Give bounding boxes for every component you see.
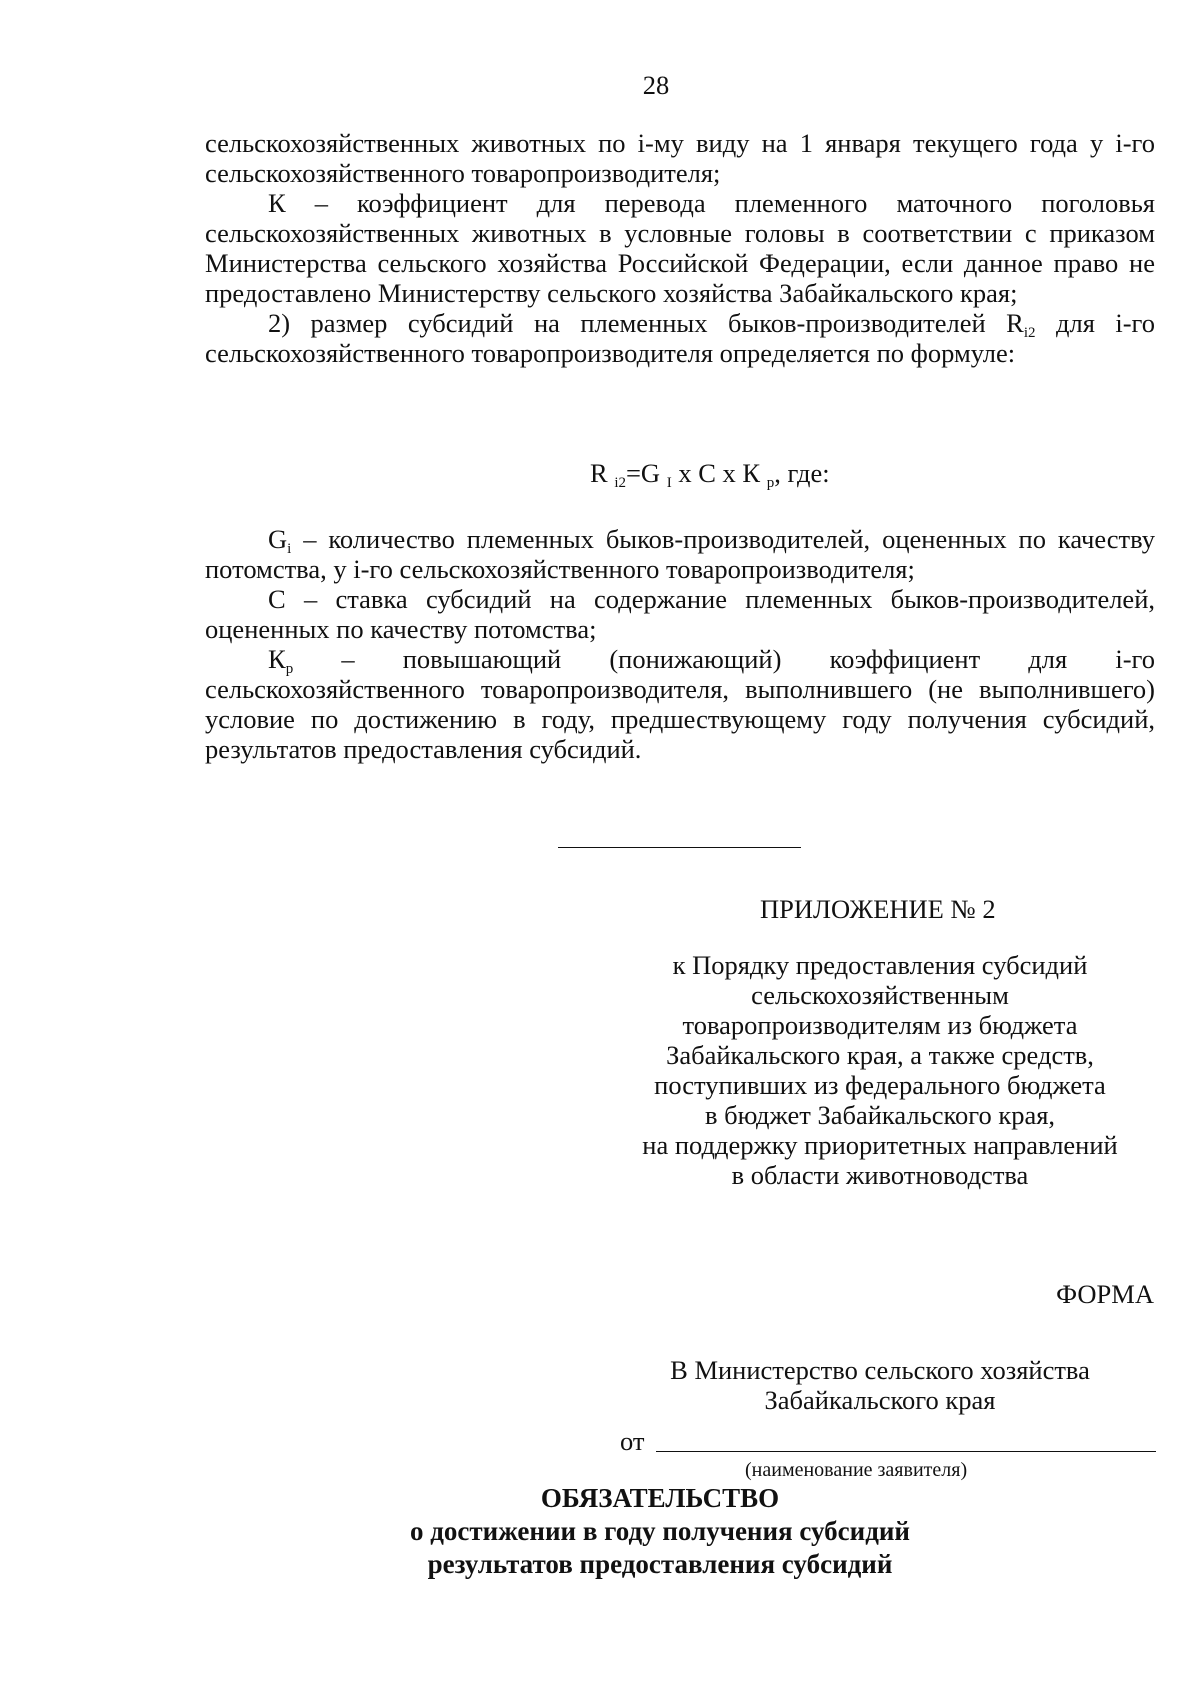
formula-r-sub: i2 [614,475,626,491]
obligation-heading [0,1482,1200,1581]
definition-k-symbol: К [268,644,286,674]
formula-k-sub: р [766,475,775,491]
from-label: от [620,1426,645,1456]
appendix-title: ПРИЛОЖЕНИЕ № 2 [760,894,996,924]
formula-g-sub: I [666,475,672,491]
formula-mid: x C x К [671,458,767,488]
obligation-title: ОБЯЗАТЕЛЬСТВО [540,1483,780,1513]
appendix-line: товаропроизводителям из бюджета [682,1010,1078,1040]
paragraph-continuation: сельскохозяйственных животных по i-му виду на 1 января текущего года у i-го сельскохозяйственного товаропроизводителя; [205,128,1155,188]
page-number: 28 [642,70,670,100]
appendix-line: в области животноводства [731,1160,1029,1190]
formula-tail: , где: [774,458,830,488]
definition-g-text: – количество племенных быков-производителей, оцененных по качеству потомства, у i-го сельскохозяйственного товаропроизводителя; [205,524,1155,584]
appendix-line: на поддержку приоритетных направлений [642,1130,1118,1160]
addressee-block [610,1355,1150,1415]
appendix-line: в бюджет Забайкальского края, [704,1100,1056,1130]
applicant-field-hint: (наименование заявителя) [745,1459,968,1481]
definition-g [205,524,1155,584]
obligation-line-3: результатов предоставления субсидий [427,1549,893,1579]
formula [590,458,830,491]
definition-g-sub: i [287,541,292,557]
definitions-block [205,524,1155,764]
p3-text-after: для i-го сельскохозяйственного товаропроизводителя определяется по формуле: [205,308,1155,368]
form-label: ФОРМА [1056,1279,1154,1309]
definition-k-sub: р [285,661,294,677]
addressee-line-2: Забайкальского края [764,1385,996,1415]
appendix-line: Забайкальского края, а также средств, [666,1040,1094,1070]
formula-g: =G [625,458,667,488]
applicant-row [620,1425,1156,1456]
appendix-line: к Порядку предоставления субсидий [672,950,1088,980]
definition-k [205,644,1155,764]
definition-k-text: – повышающий (понижающий) коэффициент для i-го сельскохозяйственного товаропроизводителя, выполнившего (не выполнившего) условие по достижению в году, предшествующему году получения субсидий, результатов предоставления субсидий. [205,644,1155,764]
appendix-reference [610,950,1150,1190]
formula-r: R [590,458,615,488]
appendix-line: поступивших из федерального бюджета [654,1070,1106,1100]
definition-g-symbol: G [268,524,288,554]
main-text-block [205,128,1155,368]
p3-text-before: 2) размер субсидий на племенных быков-производителей R [268,308,1024,338]
addressee-line-1: В Министерство сельского хозяйства [670,1355,1090,1385]
section-divider [558,847,801,848]
paragraph-bull-subsidy [205,308,1155,368]
applicant-name-field[interactable] [656,1425,1156,1452]
obligation-line-2: о достижении в году получения субсидий [409,1516,910,1546]
p3-subscript: i2 [1023,325,1036,341]
definition-c: C – ставка субсидий на содержание племенных быков-производителей, оцененных по качеству потомства; [205,584,1155,644]
paragraph-k-coefficient: К – коэффициент для перевода племенного маточного поголовья сельскохозяйственных животных в условные головы в соответствии с приказом Министерства сельского хозяйства Российской Федерации, если данное право не предоставлено Министерству сельского хозяйства Забайкальского края; [205,188,1155,308]
appendix-line: сельскохозяйственным [751,980,1009,1010]
